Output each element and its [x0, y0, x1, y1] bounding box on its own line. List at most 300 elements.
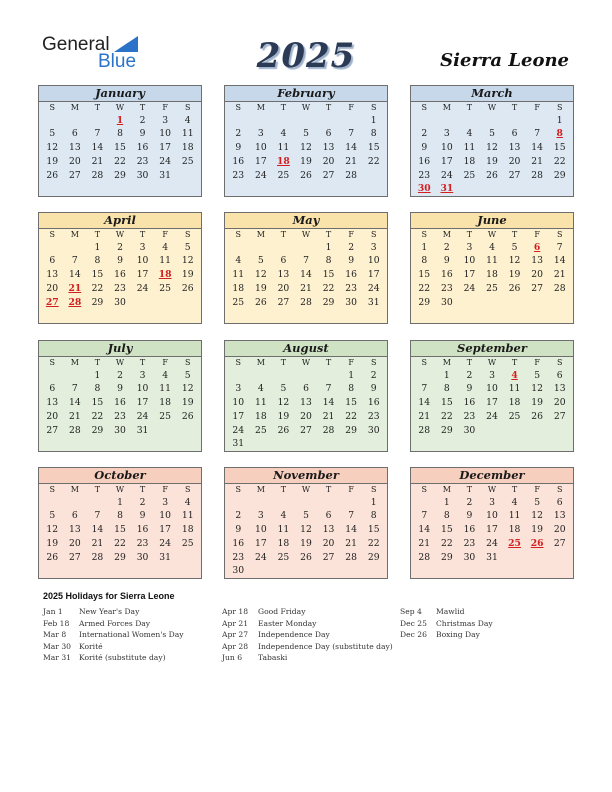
weekday-label: S — [235, 230, 242, 239]
day-cell: 2 — [466, 369, 473, 381]
day-cell: 31 — [486, 551, 498, 563]
day-cell: 9 — [117, 255, 123, 267]
day-cell: 26 — [508, 282, 521, 294]
day-cell: 3 — [139, 369, 146, 381]
holiday-date: Jun 6 — [222, 653, 243, 663]
weekday-label: W — [487, 230, 497, 239]
day-cell: 13 — [277, 269, 290, 281]
month-day-grid — [411, 484, 573, 564]
holiday-name: Korité — [79, 641, 103, 651]
day-cell: 22 — [367, 537, 380, 549]
day-cell: 20 — [300, 410, 312, 422]
day-cell: 1 — [556, 114, 563, 126]
weekday-label: T — [280, 230, 287, 239]
day-cell: 10 — [441, 142, 453, 154]
day-cell: 2 — [139, 496, 146, 508]
day-cell: 20 — [277, 282, 290, 294]
day-cell: 1 — [421, 241, 428, 253]
day-cell: 11 — [232, 269, 245, 281]
holiday-name: Tabaski — [258, 653, 288, 663]
day-cell: 11 — [508, 383, 521, 395]
day-cell: 19 — [46, 155, 59, 167]
day-cell: 3 — [489, 496, 495, 508]
holiday-entry — [222, 629, 393, 641]
day-cell: 2 — [235, 510, 242, 522]
day-cell: 2 — [370, 369, 377, 381]
day-cell: 13 — [322, 142, 335, 154]
weekday-label: T — [94, 485, 101, 494]
day-cell: 15 — [114, 524, 126, 536]
day-cell: 15 — [367, 142, 380, 154]
empty-day-cell — [317, 369, 340, 383]
holiday-name: International Women's Day — [79, 630, 184, 640]
day-cell: 4 — [162, 241, 169, 253]
holiday-day-cell: 31 — [440, 183, 454, 195]
day-cell: 4 — [511, 496, 518, 508]
holiday-date: Mar 8 — [43, 630, 67, 640]
day-cell: 24 — [136, 282, 149, 294]
day-cell: 22 — [91, 282, 104, 294]
day-cell: 5 — [534, 496, 541, 508]
day-cell: 4 — [466, 128, 473, 140]
day-cell: 18 — [181, 142, 194, 154]
weekday-label: S — [556, 485, 563, 494]
day-cell: 27 — [69, 169, 81, 181]
day-cell: 24 — [367, 282, 380, 294]
weekday-label: W — [115, 103, 125, 112]
weekday-label: W — [301, 485, 311, 494]
holiday-name: New Year's Day — [79, 607, 140, 616]
day-cell: 17 — [136, 397, 149, 409]
holiday-column — [222, 606, 393, 664]
holiday-name: Independence Day — [258, 630, 330, 640]
empty-day-cell — [295, 114, 318, 128]
day-cell: 4 — [280, 510, 287, 522]
country-name: Sierra Leone — [440, 50, 569, 71]
holiday-day-cell: 30 — [417, 183, 431, 195]
day-cell: 22 — [114, 537, 126, 549]
day-cell: 9 — [466, 510, 473, 522]
day-cell: 6 — [49, 383, 56, 395]
empty-day-cell — [317, 496, 340, 510]
empty-day-cell — [227, 114, 250, 128]
day-cell: 12 — [531, 510, 543, 522]
day-cell: 14 — [345, 524, 357, 536]
month-title: July — [39, 341, 201, 357]
holiday-date: Apr 21 — [222, 618, 249, 628]
month-september — [410, 340, 574, 452]
day-cell: 29 — [91, 296, 104, 308]
day-cell: 18 — [508, 397, 521, 409]
day-cell: 5 — [534, 369, 541, 381]
holiday-column — [400, 606, 493, 641]
holiday-date: Sep 4 — [400, 607, 422, 616]
holiday-name: Armed Forces Day — [79, 618, 151, 628]
day-cell: 6 — [556, 496, 563, 508]
day-cell: 2 — [466, 496, 473, 508]
day-cell: 30 — [114, 296, 126, 308]
weekday-label: T — [466, 103, 473, 112]
day-cell: 6 — [280, 255, 287, 267]
weekday-label: F — [162, 358, 168, 367]
day-cell: 16 — [232, 537, 245, 549]
day-cell: 27 — [553, 537, 566, 549]
day-cell: 2 — [421, 128, 428, 140]
day-cell: 29 — [91, 424, 104, 436]
day-cell: 19 — [255, 282, 267, 294]
day-cell: 28 — [300, 296, 312, 308]
day-cell: 12 — [486, 142, 498, 154]
day-cell: 21 — [300, 282, 312, 294]
weekday-label: F — [534, 485, 540, 494]
month-july — [38, 340, 202, 452]
day-cell: 30 — [441, 296, 453, 308]
weekday-label: F — [162, 485, 168, 494]
weekday-label: F — [534, 230, 540, 239]
weekday-label: M — [70, 230, 79, 239]
day-cell: 15 — [91, 269, 104, 281]
day-cell: 17 — [486, 524, 498, 536]
month-day-grid — [39, 357, 201, 437]
empty-day-cell — [413, 369, 436, 383]
day-cell: 29 — [114, 169, 126, 181]
weekday-label: S — [370, 485, 377, 494]
day-cell: 21 — [418, 410, 431, 422]
day-cell: 13 — [322, 524, 335, 536]
day-cell: 24 — [255, 169, 267, 181]
day-cell: 11 — [277, 524, 290, 536]
weekday-label: S — [370, 103, 377, 112]
day-cell: 17 — [486, 397, 498, 409]
day-cell: 19 — [531, 397, 543, 409]
weekday-label: W — [115, 230, 125, 239]
holiday-day-cell: 21 — [68, 282, 82, 294]
calendar-year: 2025 — [256, 36, 356, 76]
holiday-entry — [43, 652, 184, 664]
weekday-label: S — [184, 485, 191, 494]
day-cell: 18 — [232, 282, 245, 294]
empty-day-cell — [340, 114, 363, 128]
day-cell: 27 — [277, 296, 290, 308]
weekday-label: W — [301, 358, 311, 367]
day-cell: 3 — [257, 128, 264, 140]
day-cell: 17 — [159, 524, 171, 536]
holiday-name: Mawlid — [436, 607, 465, 616]
empty-day-cell — [64, 241, 87, 255]
month-day-grid — [411, 229, 573, 309]
day-cell: 12 — [508, 255, 521, 267]
holidays-title: 2025 Holidays for Sierra Leone — [43, 591, 175, 601]
day-cell: 12 — [181, 383, 194, 395]
day-cell: 20 — [69, 155, 81, 167]
weekday-label: W — [301, 230, 311, 239]
weekday-label: S — [421, 230, 428, 239]
day-cell: 24 — [159, 537, 171, 549]
day-cell: 3 — [466, 241, 473, 253]
day-cell: 23 — [136, 155, 149, 167]
day-cell: 12 — [181, 255, 194, 267]
holiday-entry — [222, 641, 393, 653]
holiday-entry — [400, 618, 493, 630]
holiday-day-cell: 28 — [68, 296, 82, 308]
empty-day-cell — [295, 241, 318, 255]
weekday-label: M — [70, 358, 79, 367]
day-cell: 8 — [443, 383, 450, 395]
empty-day-cell — [64, 114, 87, 128]
month-day-grid — [39, 484, 201, 564]
day-cell: 7 — [556, 241, 563, 253]
weekday-label: S — [556, 358, 563, 367]
month-june — [410, 212, 574, 324]
day-cell: 10 — [367, 255, 380, 267]
day-cell: 29 — [114, 551, 126, 563]
day-cell: 8 — [348, 383, 355, 395]
day-cell: 27 — [508, 169, 521, 181]
weekday-label: M — [442, 230, 451, 239]
day-cell: 12 — [531, 383, 543, 395]
weekday-label: W — [115, 485, 125, 494]
day-cell: 11 — [486, 255, 498, 267]
day-cell: 18 — [486, 269, 498, 281]
weekday-label: M — [256, 103, 265, 112]
day-cell: 6 — [71, 128, 78, 140]
day-cell: 30 — [463, 551, 476, 563]
holiday-day-cell: 25 — [508, 537, 521, 549]
day-cell: 26 — [277, 424, 290, 436]
weekday-label: S — [49, 358, 56, 367]
day-cell: 19 — [277, 410, 290, 422]
weekday-label: F — [162, 230, 168, 239]
holiday-entry — [43, 629, 184, 641]
day-cell: 10 — [159, 128, 171, 140]
day-cell: 9 — [348, 255, 355, 267]
day-cell: 25 — [159, 410, 171, 422]
day-cell: 28 — [418, 424, 431, 436]
day-cell: 26 — [255, 296, 267, 308]
day-cell: 24 — [486, 410, 498, 422]
day-cell: 23 — [418, 169, 431, 181]
day-cell: 23 — [441, 282, 453, 294]
day-cell: 6 — [71, 510, 78, 522]
day-cell: 22 — [322, 282, 335, 294]
empty-day-cell — [526, 114, 549, 128]
day-cell: 11 — [181, 510, 194, 522]
day-cell: 7 — [325, 383, 332, 395]
empty-day-cell — [436, 114, 459, 128]
day-cell: 1 — [117, 496, 123, 508]
day-cell: 19 — [181, 269, 194, 281]
day-cell: 25 — [486, 282, 498, 294]
holiday-entry — [400, 629, 493, 641]
day-cell: 6 — [556, 369, 563, 381]
day-cell: 25 — [159, 282, 171, 294]
day-cell: 31 — [159, 169, 171, 181]
day-cell: 10 — [136, 383, 149, 395]
day-cell: 19 — [181, 397, 194, 409]
day-cell: 25 — [508, 410, 521, 422]
day-cell: 4 — [280, 128, 287, 140]
day-cell: 30 — [114, 424, 126, 436]
weekday-label: T — [280, 103, 287, 112]
weekday-label: T — [466, 485, 473, 494]
day-cell: 11 — [181, 128, 194, 140]
empty-day-cell — [458, 114, 481, 128]
day-cell: 5 — [49, 128, 56, 140]
day-cell: 15 — [441, 524, 453, 536]
empty-day-cell — [272, 496, 295, 510]
weekday-label: M — [70, 103, 79, 112]
holiday-entry — [43, 618, 184, 630]
day-cell: 3 — [257, 510, 264, 522]
day-cell: 28 — [91, 169, 104, 181]
empty-day-cell — [86, 496, 109, 510]
day-cell: 10 — [255, 524, 267, 536]
weekday-label: T — [511, 103, 518, 112]
day-cell: 13 — [300, 397, 312, 409]
day-cell: 2 — [348, 241, 355, 253]
empty-day-cell — [227, 241, 250, 255]
weekday-label: M — [442, 103, 451, 112]
weekday-label: T — [511, 230, 518, 239]
day-cell: 17 — [463, 269, 476, 281]
weekday-label: M — [256, 358, 265, 367]
holiday-name: Boxing Day — [436, 630, 480, 640]
day-cell: 5 — [184, 241, 191, 253]
day-cell: 3 — [235, 383, 242, 395]
day-cell: 8 — [117, 510, 123, 522]
day-cell: 27 — [553, 410, 566, 422]
day-cell: 6 — [325, 510, 332, 522]
month-day-grid — [225, 484, 387, 578]
day-cell: 26 — [181, 410, 194, 422]
day-cell: 3 — [139, 241, 146, 253]
day-cell: 24 — [232, 424, 245, 436]
day-cell: 7 — [94, 128, 101, 140]
day-cell: 16 — [463, 397, 476, 409]
day-cell: 9 — [139, 128, 146, 140]
weekday-label: M — [70, 485, 79, 494]
day-cell: 15 — [345, 397, 357, 409]
day-cell: 7 — [71, 255, 78, 267]
day-cell: 17 — [136, 269, 149, 281]
day-cell: 2 — [443, 241, 450, 253]
day-cell: 21 — [91, 537, 104, 549]
day-cell: 31 — [136, 424, 149, 436]
day-cell: 30 — [136, 551, 149, 563]
day-cell: 15 — [441, 397, 453, 409]
day-cell: 9 — [139, 510, 146, 522]
day-cell: 30 — [345, 296, 357, 308]
day-cell: 26 — [46, 551, 59, 563]
weekday-label: T — [325, 230, 332, 239]
day-cell: 26 — [46, 169, 59, 181]
day-cell: 5 — [303, 128, 309, 140]
day-cell: 27 — [69, 551, 81, 563]
day-cell: 13 — [508, 142, 521, 154]
weekday-label: S — [49, 485, 56, 494]
day-cell: 31 — [367, 296, 380, 308]
day-cell: 21 — [69, 410, 81, 422]
day-cell: 3 — [162, 496, 169, 508]
day-cell: 29 — [418, 296, 431, 308]
day-cell: 23 — [136, 537, 149, 549]
day-cell: 14 — [345, 142, 357, 154]
day-cell: 29 — [345, 424, 357, 436]
day-cell: 14 — [69, 397, 81, 409]
weekday-label: W — [487, 358, 497, 367]
day-cell: 19 — [508, 269, 521, 281]
day-cell: 8 — [94, 383, 101, 395]
day-cell: 4 — [162, 369, 169, 381]
day-cell: 6 — [303, 383, 309, 395]
month-title: December — [411, 468, 573, 484]
day-cell: 20 — [553, 397, 566, 409]
empty-day-cell — [272, 241, 295, 255]
day-cell: 26 — [300, 551, 312, 563]
month-title: March — [411, 86, 573, 102]
day-cell: 13 — [531, 255, 543, 267]
holiday-day-cell: 6 — [533, 241, 541, 253]
day-cell: 31 — [159, 551, 171, 563]
day-cell: 5 — [257, 255, 264, 267]
day-cell: 20 — [531, 269, 543, 281]
day-cell: 1 — [370, 496, 377, 508]
day-cell: 16 — [441, 269, 453, 281]
day-cell: 22 — [553, 155, 566, 167]
weekday-label: T — [325, 358, 332, 367]
day-cell: 1 — [443, 496, 450, 508]
weekday-label: T — [139, 485, 146, 494]
day-cell: 10 — [255, 142, 267, 154]
day-cell: 16 — [114, 397, 126, 409]
empty-day-cell — [41, 114, 64, 128]
weekday-label: T — [139, 358, 146, 367]
day-cell: 15 — [114, 142, 126, 154]
holiday-date: Jan 1 — [43, 607, 63, 616]
day-cell: 23 — [463, 537, 476, 549]
day-cell: 28 — [345, 551, 357, 563]
day-cell: 28 — [553, 282, 566, 294]
day-cell: 25 — [181, 537, 194, 549]
day-cell: 11 — [463, 142, 476, 154]
day-cell: 19 — [46, 537, 59, 549]
day-cell: 12 — [46, 524, 59, 536]
day-cell: 7 — [348, 510, 355, 522]
day-cell: 16 — [114, 269, 126, 281]
day-cell: 21 — [91, 155, 104, 167]
day-cell: 28 — [69, 424, 81, 436]
day-cell: 20 — [46, 282, 59, 294]
holiday-entry — [400, 606, 493, 618]
weekday-label: M — [256, 485, 265, 494]
day-cell: 29 — [322, 296, 335, 308]
day-cell: 1 — [443, 369, 450, 381]
day-cell: 16 — [136, 142, 149, 154]
month-day-grid — [411, 102, 573, 196]
day-cell: 24 — [441, 169, 453, 181]
day-cell: 27 — [531, 282, 543, 294]
day-cell: 27 — [300, 424, 312, 436]
empty-day-cell — [295, 369, 318, 383]
empty-day-cell — [250, 241, 273, 255]
day-cell: 11 — [277, 142, 290, 154]
empty-day-cell — [41, 241, 64, 255]
day-cell: 19 — [300, 155, 312, 167]
day-cell: 28 — [91, 551, 104, 563]
day-cell: 29 — [367, 551, 380, 563]
day-cell: 15 — [418, 269, 431, 281]
weekday-label: S — [556, 103, 563, 112]
